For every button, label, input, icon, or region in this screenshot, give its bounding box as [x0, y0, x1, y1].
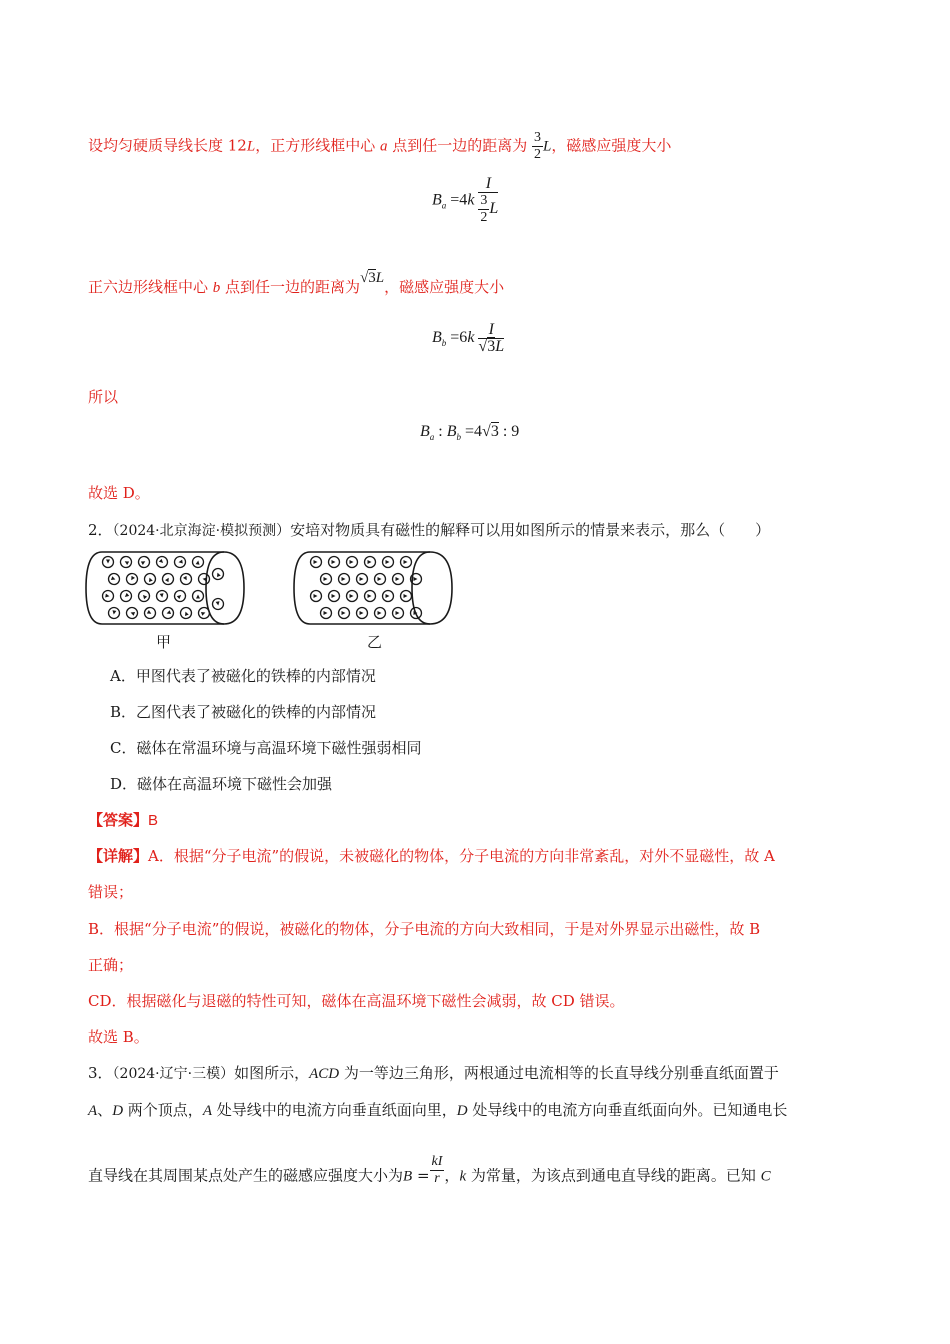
- subscript: a: [429, 432, 435, 442]
- denominator: 2: [480, 210, 488, 225]
- question-number: 3．: [88, 1064, 113, 1082]
- equals: =: [412, 1166, 430, 1185]
- current-loop-icon: [411, 608, 422, 619]
- current-loop-icon: [136, 554, 151, 569]
- answer-value: B: [148, 812, 159, 829]
- fraction-kI-r: [430, 1154, 445, 1187]
- current-loop-icon: [125, 606, 139, 620]
- symbol-B: B: [432, 329, 442, 347]
- answer-line: [88, 810, 158, 831]
- question-source: （2024·北京海淀·模拟预测）: [112, 523, 291, 539]
- detail-line-5: CD．根据磁化与退磁的特性可知，磁体在高温环境下磁性会减弱，故 CD 错误。: [88, 992, 625, 1010]
- subscript: b: [441, 338, 447, 349]
- numerator: kI: [431, 1154, 443, 1169]
- figure-left-label: 甲: [156, 633, 172, 651]
- fraction: [478, 176, 498, 226]
- denominator: r: [434, 1171, 440, 1186]
- current-loop-icon: [339, 574, 350, 585]
- question-source: （2024·辽宁·三模）: [112, 1066, 235, 1082]
- current-loop-icon: [124, 571, 139, 586]
- current-loop-icon: [136, 588, 151, 603]
- figure-right-cylinder: [294, 552, 452, 624]
- text: 、: [97, 1101, 113, 1119]
- current-loop-icon: [143, 572, 157, 586]
- symbol-k: k: [467, 329, 475, 347]
- current-loop-icon: [311, 591, 322, 602]
- current-loop-icon: [142, 605, 157, 620]
- figure-right-label: 乙: [367, 633, 383, 651]
- so-text: 所以: [88, 388, 119, 406]
- equals: =4: [461, 423, 483, 440]
- option-b[interactable]: B．乙图代表了被磁化的铁棒的内部情况: [110, 703, 377, 721]
- current-loop-icon: [161, 606, 175, 620]
- current-loop-icon: [329, 591, 340, 602]
- current-loop-icon: [118, 588, 133, 603]
- denominator: 2: [534, 147, 542, 162]
- q3-line-1: [88, 1063, 779, 1084]
- symbol-B: B: [432, 191, 442, 209]
- numerator: I: [478, 322, 504, 339]
- var-L: L: [489, 200, 499, 218]
- current-loop-icon: [365, 557, 376, 568]
- current-loop-icon: [339, 608, 350, 619]
- current-loop-icon: [197, 606, 211, 620]
- denominator: √3L: [478, 338, 505, 355]
- equals: =6: [446, 329, 468, 347]
- fraction: [478, 322, 504, 355]
- question-stem: 安培对物质具有磁性的解释可以用如图所示的情景来表示，那么（ ）: [290, 521, 771, 539]
- current-loop-icon: [401, 557, 412, 568]
- text: 直导线在其周围某点处产生的磁感应强度大小为: [88, 1166, 404, 1185]
- text: 点到任一边的距离为: [220, 278, 361, 296]
- current-loop-icon: [365, 591, 376, 602]
- ratio-tail: : 9: [498, 423, 520, 440]
- text: 处导线中的电流方向垂直纸面向里，: [211, 1101, 457, 1119]
- text: ，磁感应强度大小: [551, 136, 672, 155]
- current-loop-icon: [193, 591, 204, 602]
- current-loop-icon: [198, 573, 211, 586]
- detail-line-2: 错误；: [88, 883, 134, 901]
- option-a[interactable]: A．甲图代表了被磁化的铁棒的内部情况: [110, 667, 376, 685]
- text: 为常量，为该点到通电直导线的距离。已知: [466, 1166, 761, 1185]
- text: ，: [444, 1166, 460, 1185]
- current-loop-icon: [178, 571, 193, 586]
- current-loop-icon: [347, 557, 358, 568]
- choose-text: 故选 D。: [88, 484, 150, 502]
- var-C: C: [760, 1168, 771, 1185]
- current-loop-icon: [347, 591, 358, 602]
- current-loop-icon: [107, 572, 121, 586]
- inner-fraction: [478, 193, 489, 226]
- current-loop-icon: [179, 606, 193, 620]
- current-loop-icon: [357, 574, 368, 585]
- formula-ratio: $B_a$ : $B_b =4√3$ : 9: [420, 423, 520, 442]
- var-A: A: [202, 1103, 212, 1119]
- numerator: I: [478, 176, 498, 193]
- numerator: 3: [480, 193, 488, 208]
- var-a: a: [379, 138, 388, 155]
- equals: =4: [446, 191, 468, 209]
- current-loop-icon: [192, 556, 205, 569]
- var-L: L: [543, 138, 552, 155]
- current-loop-icon: [311, 557, 322, 568]
- detail-line-4: 正确；: [88, 956, 134, 974]
- current-loop-icon: [118, 554, 133, 569]
- detail-text: A．根据“分子电流”的假说，未被磁化的物体，分子电流的方向非常紊乱，对外不显磁性，故 A: [148, 847, 775, 865]
- current-loop-icon: [174, 556, 187, 569]
- var-k: k: [459, 1168, 467, 1185]
- text: 设均匀硬质导线长度 12: [88, 136, 247, 155]
- text: 为一等边三角形，两根通过电流相等的长直导线分别垂直纸面置于: [339, 1064, 779, 1082]
- current-loop-icon: [321, 608, 332, 619]
- text: ，正方形线框中心: [255, 136, 380, 155]
- q3-line-3: [88, 1154, 771, 1193]
- current-loop-icon: [393, 574, 404, 585]
- current-loop-icon: [401, 591, 412, 602]
- current-loop-icon: [393, 608, 404, 619]
- var-ACD: ACD: [309, 1066, 340, 1082]
- radicand: 3: [368, 270, 376, 286]
- var-b: b: [212, 280, 221, 296]
- text: 如图所示，: [234, 1064, 310, 1082]
- formula-Bb: [432, 322, 504, 355]
- detail-label: 【详解】: [88, 847, 149, 865]
- solution-line-2: [88, 270, 505, 298]
- radicand: 3: [490, 423, 499, 440]
- text: 点到任一边的距离为: [387, 136, 528, 155]
- var-A: A: [88, 1103, 98, 1119]
- current-loop-icon: [357, 608, 368, 619]
- detail-line-6: 故选 B。: [88, 1028, 149, 1046]
- colon: :: [434, 423, 447, 440]
- current-loop-icon: [321, 574, 332, 585]
- detail-line-3: B．根据“分子电流”的假说，被磁化的物体，分子电流的方向大致相同，于是对外界显示出磁性，故 B: [88, 920, 761, 938]
- current-loop-icon: [329, 557, 340, 568]
- current-loop-icon: [375, 608, 386, 619]
- symbol-k: k: [467, 191, 475, 209]
- text: 处导线中的电流方向垂直纸面向外。已知通电长: [467, 1101, 788, 1119]
- q2-stem: [88, 520, 770, 541]
- sqrt3L: √3L: [360, 270, 385, 286]
- answer-label: 【答案】: [88, 811, 149, 829]
- text: 两个顶点，: [123, 1101, 203, 1119]
- text: 正六边形线框中心: [88, 278, 213, 296]
- var-D: D: [456, 1103, 468, 1119]
- var-L: L: [375, 270, 385, 286]
- var-B: B: [403, 1168, 413, 1185]
- formula-Ba: [432, 176, 498, 226]
- var-L: L: [246, 138, 256, 155]
- var-L: L: [495, 338, 505, 355]
- current-loop-icon: [383, 591, 394, 602]
- detail-line-1: [88, 846, 775, 866]
- molecular-current-figure: [84, 546, 464, 654]
- option-d[interactable]: D．磁体在高温环境下磁性会加强: [110, 775, 333, 793]
- fraction-3-2: [532, 130, 543, 163]
- right-aligned-loops: [311, 557, 422, 619]
- current-loop-icon: [375, 574, 386, 585]
- current-loop-icon: [102, 590, 115, 603]
- symbol-B: B: [420, 423, 430, 440]
- current-loop-icon: [211, 567, 225, 581]
- subscript: b: [456, 432, 462, 442]
- current-loop-icon: [172, 588, 187, 603]
- numerator: 3: [534, 130, 542, 145]
- current-loop-icon: [160, 571, 175, 586]
- current-loop-icon: [154, 554, 170, 570]
- option-c[interactable]: C．磁体在常温环境与高温环境下磁性强弱相同: [110, 739, 422, 757]
- current-loop-icon: [103, 557, 114, 568]
- q3-line-2: [88, 1100, 787, 1121]
- solution-line-1: [88, 130, 671, 163]
- current-loop-icon: [383, 557, 394, 568]
- current-loop-icon: [108, 607, 121, 620]
- current-loop-icon: [156, 590, 169, 603]
- var-D: D: [112, 1103, 124, 1119]
- radicand: 3: [487, 338, 496, 355]
- denominator: [478, 193, 498, 226]
- figure-left-cylinder: [86, 552, 244, 624]
- subscript: a: [441, 200, 447, 211]
- question-number: 2．: [88, 521, 113, 539]
- current-loop-icon: [212, 598, 225, 611]
- text: ，磁感应强度大小: [384, 278, 505, 296]
- symbol-B: B: [446, 423, 457, 440]
